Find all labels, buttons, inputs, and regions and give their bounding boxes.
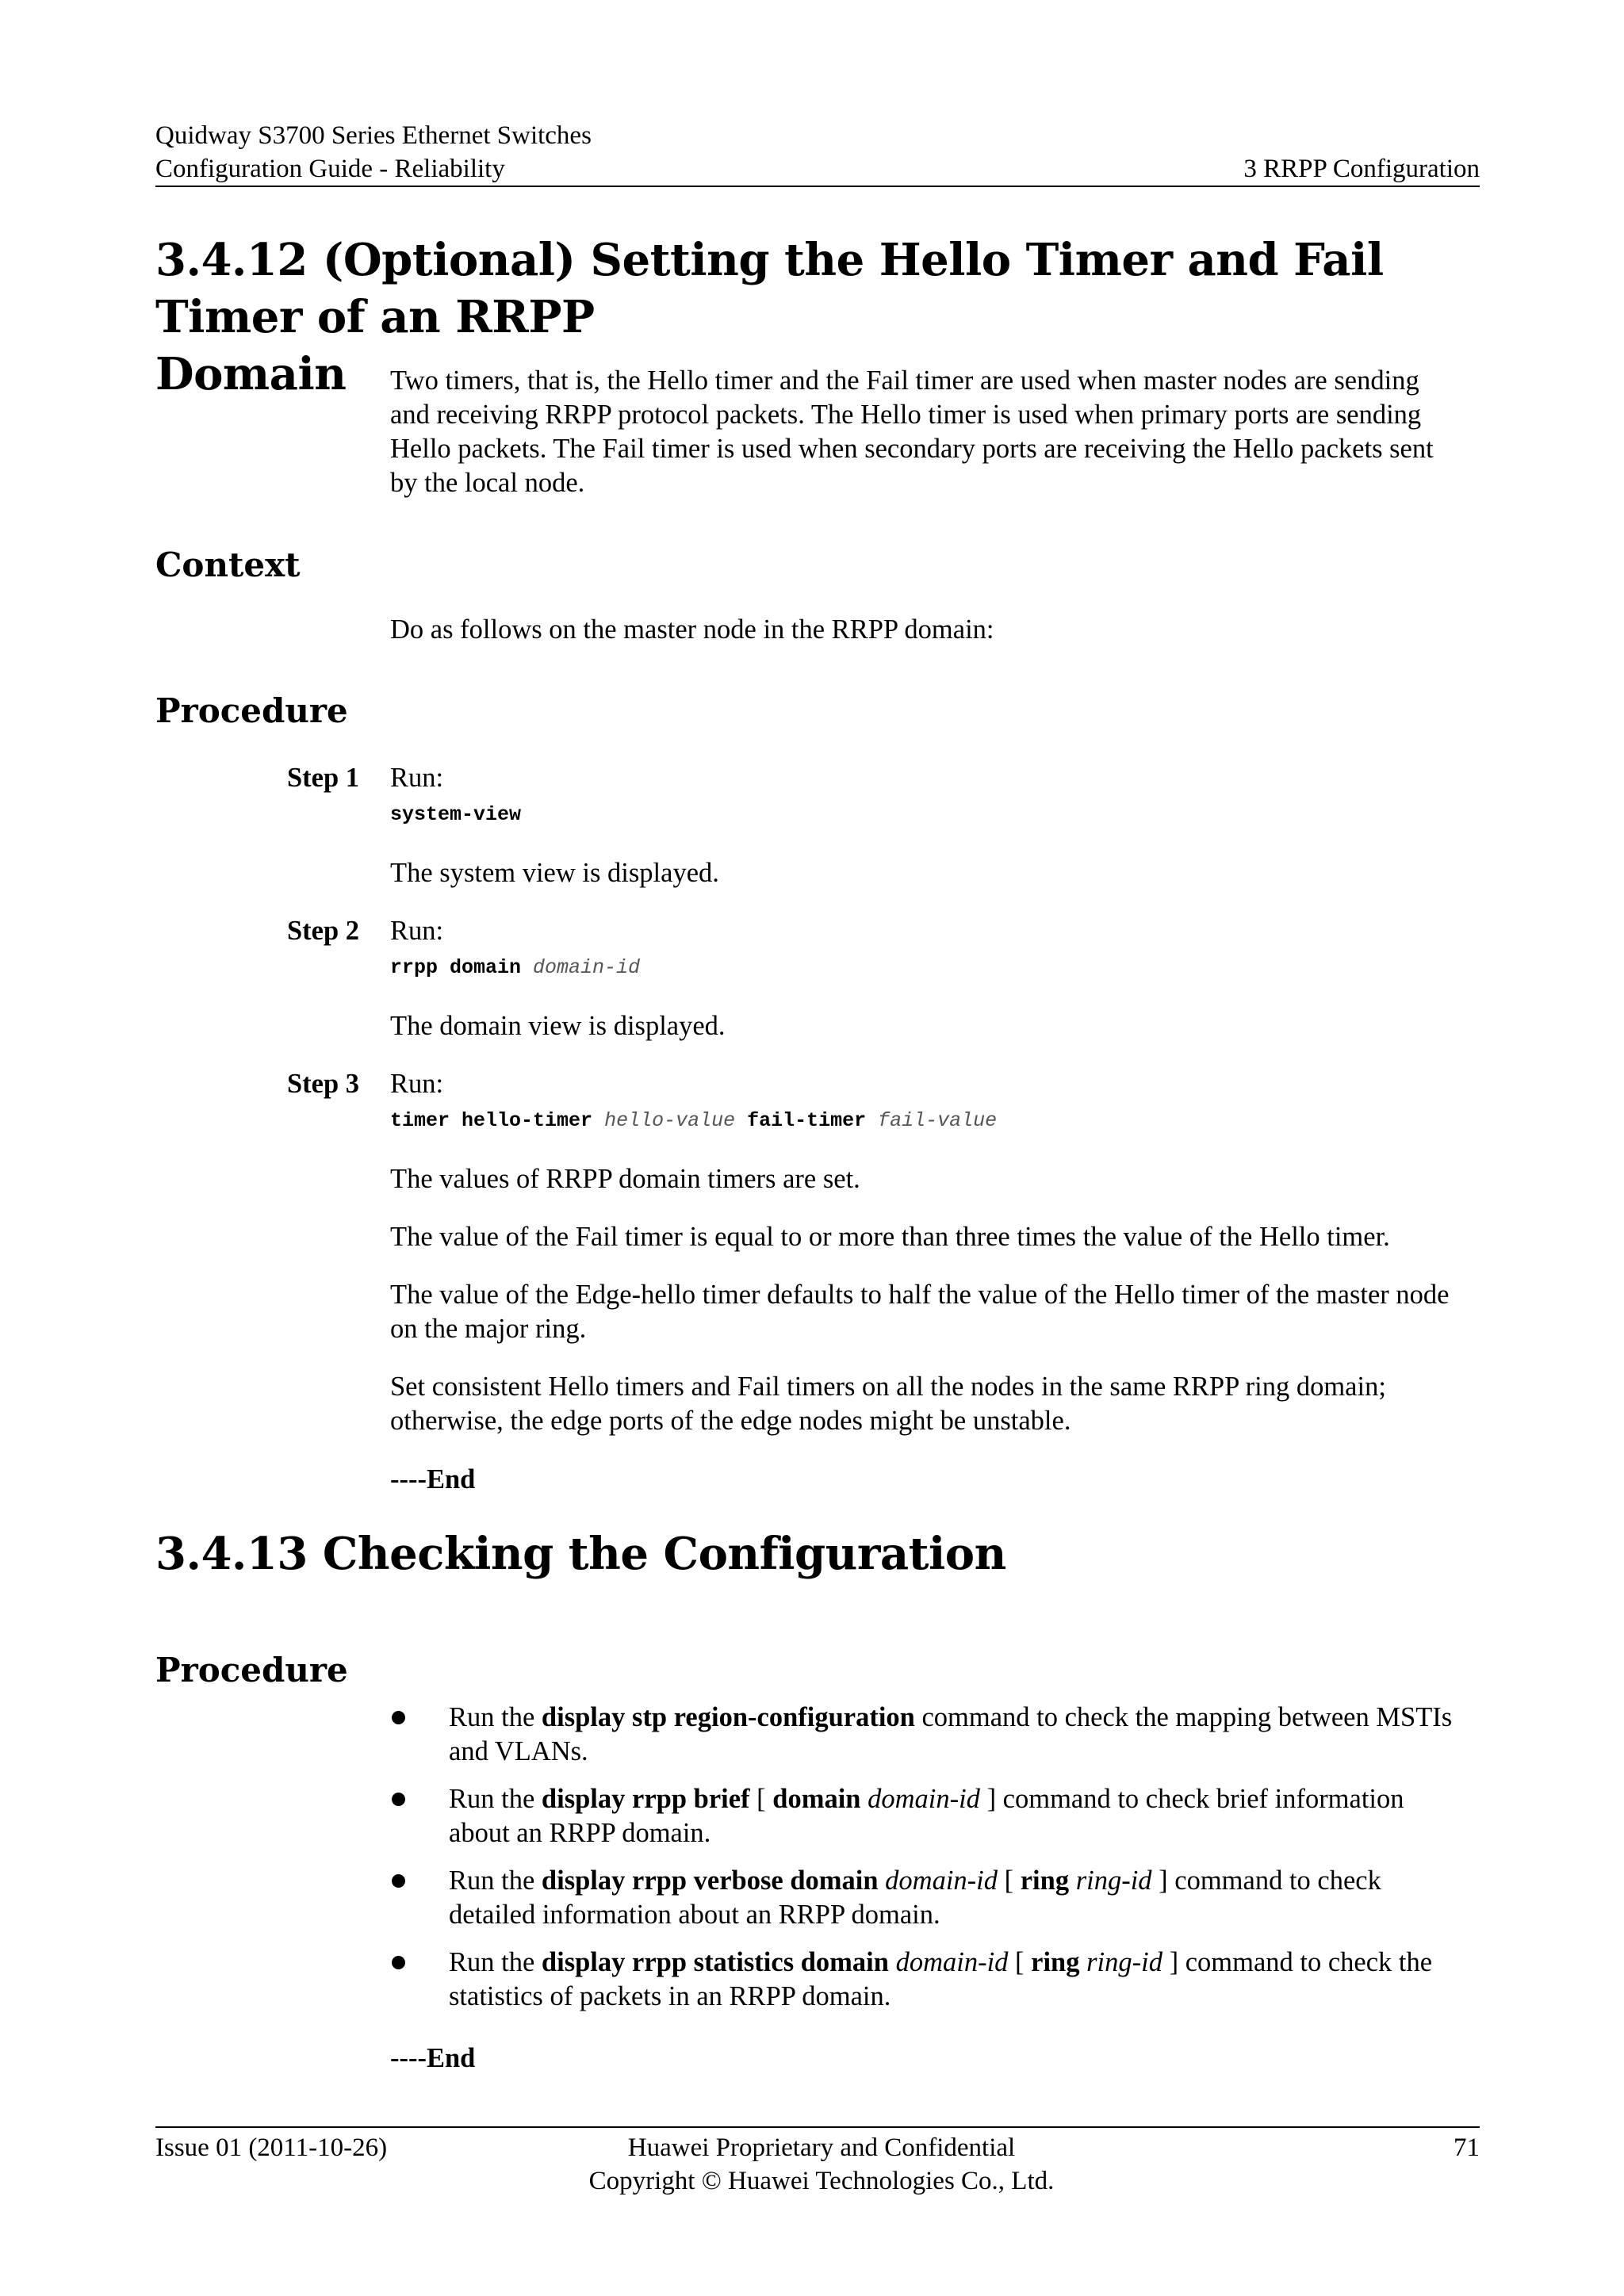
note-line: Set consistent Hello timers and Fail timers on all the nodes in the same RRPP ring domain;: [390, 1372, 1386, 1402]
bullet-text-run: ] command to check: [1151, 1866, 1381, 1896]
step-3-result: The values of RRPP domain timers are set.: [390, 1164, 860, 1194]
note-line: otherwise, the edge ports of the edge nodes might be unstable.: [390, 1406, 1071, 1436]
bullet-argument: ring-id: [1075, 1866, 1152, 1896]
bullet-keyword: ring: [1031, 1947, 1080, 1977]
command-keyword: timer hello-timer: [390, 1109, 593, 1132]
bullet-argument: domain-id: [885, 1866, 998, 1896]
header-divider: [155, 186, 1480, 187]
procedure-end-marker: ----End: [390, 1464, 476, 1494]
command-keyword: fail-timer: [747, 1109, 867, 1132]
bullet-line: [449, 1701, 1480, 1735]
intro-line: Hello packets. The Fail timer is used when secondary ports are receiving the Hello packets sent: [390, 434, 1434, 464]
procedure-end-marker-2: ----End: [390, 2043, 476, 2073]
intro-line: and receiving RRPP protocol packets. The Hello timer is used when primary ports are sending: [390, 400, 1422, 430]
step-1-result: The system view is displayed.: [390, 858, 719, 888]
command-argument: fail-value: [878, 1109, 998, 1132]
header-product: [155, 119, 1480, 152]
command-argument: hello-value: [604, 1109, 736, 1132]
bullet-command: display rrpp verbose domain: [541, 1866, 879, 1896]
bullet-argument: domain-id: [868, 1784, 980, 1814]
procedure-heading-2: Procedure: [155, 1651, 348, 1689]
bullet-icon: [392, 1956, 405, 1969]
bullet-keyword: ring: [1020, 1866, 1070, 1896]
command-argument: domain-id: [533, 956, 641, 979]
bullet-line: [449, 1782, 1480, 1816]
step-3-note-1: The value of the Fail timer is equal to or more than three times the value of the Hello timer.: [390, 1222, 1390, 1252]
footer-page-number: 71: [1454, 2133, 1480, 2162]
bullet-text-run: Run the: [449, 1784, 542, 1814]
step-3-run: Run:: [390, 1069, 444, 1099]
context-text: Do as follows on the master node in the RRPP domain:: [390, 614, 994, 645]
bullet-item: [449, 1864, 1480, 1932]
step-3-note-2: [390, 1278, 1480, 1346]
section-3-4-13-title: 3.4.13 Checking the Configuration: [155, 1528, 1006, 1580]
footer-copyright: Copyright © Huawei Technologies Co., Ltd.: [588, 2167, 1055, 2195]
bullet-text-run: ] command to check the: [1162, 1947, 1433, 1977]
bullet-command: display rrpp brief: [541, 1784, 750, 1814]
step-1-run: Run:: [390, 763, 444, 793]
bullet-text-run: Run the: [449, 1866, 542, 1896]
bullet-argument: domain-id: [895, 1947, 1009, 1977]
footer-confidential: Huawei Proprietary and Confidential: [627, 2133, 1016, 2162]
bullet-item: [449, 1946, 1480, 2014]
bullet-command: display rrpp statistics domain: [541, 1947, 889, 1977]
bullet-text-run: Run the: [449, 1702, 542, 1732]
procedure-heading: Procedure: [155, 691, 348, 730]
bullet-command: display stp region-configuration: [541, 1702, 915, 1732]
context-heading: Context: [155, 545, 301, 584]
header-guide: Configuration Guide - Reliability: [155, 155, 505, 183]
step-3-note-3: [390, 1370, 1480, 1438]
header-guide-row: [155, 152, 1480, 186]
step-3-label: Step 3: [287, 1069, 360, 1099]
bullet-keyword: domain: [772, 1784, 861, 1814]
step-1-command: [390, 802, 521, 828]
command-keyword: system-view: [390, 803, 522, 826]
bullet-text-run: [: [997, 1866, 1021, 1896]
bullet-text-run: ] command to check brief information: [979, 1784, 1404, 1814]
bullet-argument: ring-id: [1086, 1947, 1162, 1977]
bullet-line: [449, 1946, 1480, 1980]
intro-line: Two timers, that is, the Hello timer and the Fail timer are used when master nodes are sending: [390, 365, 1419, 396]
bullet-line: and VLANs.: [449, 1736, 588, 1766]
bullet-item: [449, 1701, 1480, 1769]
step-2-run: Run:: [390, 916, 444, 946]
section-title-line1: 3.4.12 (Optional) Setting the Hello Timer and Fail Timer of an RRPP: [155, 234, 1384, 343]
bullet-icon: [392, 1874, 405, 1888]
footer-divider: [155, 2126, 1480, 2128]
bullet-icon: [392, 1793, 405, 1806]
footer-issue: Issue 01 (2011-10-26): [155, 2133, 388, 2162]
step-2-result: The domain view is displayed.: [390, 1011, 726, 1041]
bullet-line: about an RRPP domain.: [449, 1818, 711, 1848]
note-line: on the major ring.: [390, 1314, 587, 1344]
section-title-line2: Domain: [155, 348, 347, 400]
bullet-text-run: command to check the mapping between MSTIs: [914, 1702, 1453, 1732]
bullet-text-run: Run the: [449, 1947, 542, 1977]
intro-line: by the local node.: [390, 468, 585, 498]
intro-paragraph: [390, 364, 1480, 500]
step-3-command: [390, 1108, 997, 1134]
step-1-label: Step 1: [287, 763, 360, 793]
bullet-item: [449, 1782, 1480, 1850]
header-product-text: Quidway S3700 Series Ethernet Switches: [155, 121, 592, 150]
bullet-line: detailed information about an RRPP domain.: [449, 1900, 940, 1930]
bullet-icon: [392, 1711, 405, 1724]
bullet-line: statistics of packets in an RRPP domain.: [449, 1981, 891, 2011]
header-chapter: 3 RRPP Configuration: [1243, 155, 1480, 183]
note-line: The value of the Edge-hello timer defaults to half the value of the Hello timer of the master node: [390, 1280, 1450, 1310]
step-2-command: [390, 955, 640, 981]
step-2-label: Step 2: [287, 916, 360, 946]
bullet-line: [449, 1864, 1480, 1898]
bullet-text-run: [: [749, 1784, 773, 1814]
command-keyword: rrpp domain: [390, 956, 522, 979]
bullet-text-run: [: [1008, 1947, 1032, 1977]
